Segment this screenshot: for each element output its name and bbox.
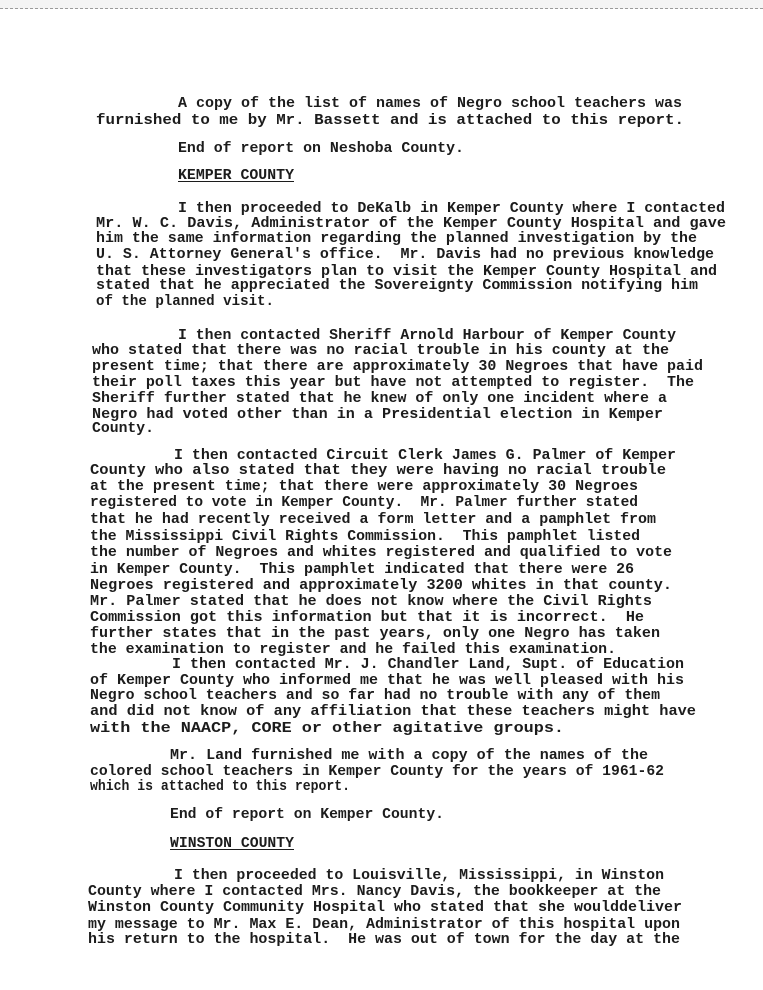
text-line: at the present time; that there were approximately 30 Negroes — [90, 479, 638, 495]
text-line: which is attached to this report. — [90, 779, 350, 795]
text-line: Commission got this information but that it is incorrect. He — [90, 610, 644, 626]
section-heading: WINSTON COUNTY — [170, 836, 294, 852]
text-line: that these investigators plan to visit the Kemper County Hospital and — [96, 264, 717, 280]
text-line: Mr. W. C. Davis, Administrator of the Kemper County Hospital and gave — [96, 216, 726, 232]
text-line: my message to Mr. Max E. Dean, Administrator of this hospital upon — [88, 917, 681, 933]
text-line: the Mississippi Civil Rights Commission. This pamphlet listed — [90, 529, 640, 545]
text-line: End of report on Kemper County. — [170, 807, 444, 823]
text-line: County. — [92, 421, 154, 437]
text-line: who stated that there was no racial trouble in his county at the — [92, 343, 669, 359]
text-line: U. S. Attorney General's office. Mr. Davis had no previous knowledge — [96, 247, 714, 263]
text-line: I then proceeded to Louisville, Mississippi, in Winston — [174, 868, 664, 884]
text-line: him the same information regarding the planned investigation by the — [96, 231, 698, 247]
scan-top-edge — [0, 0, 763, 9]
text-line: Sheriff further stated that he knew of only one incident where a — [92, 391, 667, 407]
text-line: County who also stated that they were having no racial trouble — [90, 463, 666, 479]
text-line: of Kemper County who informed me that he was well pleased with his — [90, 673, 684, 689]
text-line: his return to the hospital. He was out of town for the day at the — [88, 932, 681, 948]
text-line: County where I contacted Mrs. Nancy Davis, the bookkeeper at the — [88, 884, 661, 900]
text-line: the number of Negroes and whites registered and qualified to vote — [90, 545, 672, 561]
text-line: I then contacted Sheriff Arnold Harbour of Kemper County — [178, 328, 676, 344]
text-line: Mr. Palmer stated that he does not know where the Civil Rights — [90, 594, 652, 610]
text-line: Negro had voted other than in a Presidential election in Kemper — [92, 407, 663, 423]
text-line: furnished to me by Mr. Bassett and is attached to this report. — [96, 113, 684, 129]
text-line: their poll taxes this year but have not attempted to register. The — [92, 375, 694, 391]
text-line: stated that he appreciated the Sovereignty Commission notifying him — [96, 278, 698, 294]
text-line: Negro school teachers and so far had no trouble with any of them — [90, 688, 660, 704]
text-line: registered to vote in Kemper County. Mr. Palmer further stated — [90, 495, 638, 511]
text-line: further states that in the past years, only one Negro has taken — [90, 626, 660, 642]
text-line: and did not know of any affiliation that these teachers might have — [90, 704, 696, 720]
text-line: I then contacted Circuit Clerk James G. Palmer of Kemper — [174, 448, 676, 464]
section-heading: KEMPER COUNTY — [178, 168, 294, 184]
text-line: Mr. Land furnished me with a copy of the names of the — [170, 748, 648, 764]
text-line: Negroes registered and approximately 3200 whites in that county. — [90, 578, 672, 594]
text-line: with the NAACP, CORE or other agitative groups. — [90, 721, 564, 737]
text-line: End of report on Neshoba County. — [178, 141, 464, 157]
text-line: I then proceeded to DeKalb in Kemper County where I contacted — [178, 201, 725, 217]
text-line: Winston County Community Hospital who stated that she woulddeliver — [88, 900, 682, 916]
text-line: A copy of the list of names of Negro school teachers was — [178, 96, 682, 112]
text-line: the examination to register and he failed this examination. — [90, 642, 616, 658]
text-line: present time; that there are approximately 30 Negroes that have paid — [92, 359, 704, 375]
text-line: in Kemper County. This pamphlet indicated that there were 26 — [90, 562, 634, 578]
text-line: that he had recently received a form letter and a pamphlet from — [90, 512, 656, 528]
text-line: colored school teachers in Kemper County for the years of 1961-62 — [90, 764, 664, 780]
text-line: of the planned visit. — [96, 294, 274, 310]
text-line: I then contacted Mr. J. Chandler Land, Supt. of Education — [172, 657, 684, 673]
